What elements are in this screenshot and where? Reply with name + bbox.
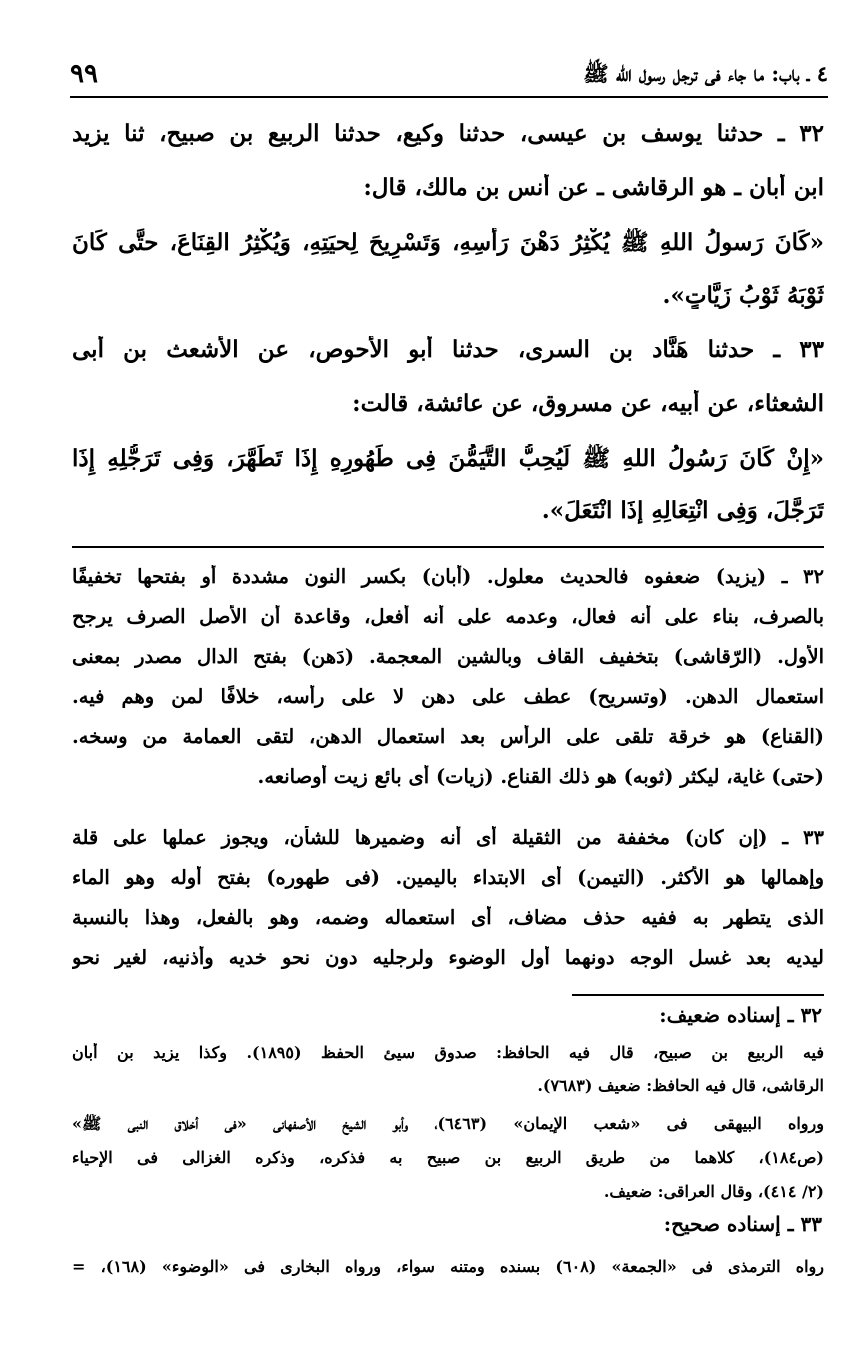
page-number: ٩٩: [70, 59, 98, 89]
commentary-line: وإهمالها هو الأكثر. (التيمن) أى الابتداء باليمين. (فى طهوره) بفتح أوله وهو الماء: [72, 866, 824, 889]
page-header: [70, 55, 828, 93]
commentary-line: ٣٣ ـ (إن كان) مخففة من الثقيلة أى أنه وضميرها للشأن، ويجوز عملها على قلة: [72, 826, 824, 849]
hadith-line: الشعثاء، عن أبيه، عن مسروق، عن عائشة، قالت:: [352, 390, 824, 417]
hadith-line: ابن أبان ـ هو الرقاشى ـ عن أنس بن مالك، قال:: [363, 174, 824, 201]
footnote-heading-33: ٣٣ ـ إسناده صحيح:: [663, 1212, 822, 1236]
chapter-title: ٤ ـ باب: ما جاء فى ترجل رسول الله ﷺ: [583, 61, 828, 86]
footnote-line: ورواه البيهقى فى «شعب الإيمان» (٦٤٦٣)، وأبو الشيخ الأصفهانى «فى أخلاق النبى ﷺ»: [72, 1114, 824, 1133]
footnote-line: رواه الترمذى فى «الجمعة» (٦٠٨) بسنده ومتنه سواء، ورواه البخارى فى «الوضوء» (١٦٨)، =: [72, 1257, 824, 1276]
hadith-line: ٣٣ ـ حدثنا هَنَّاد بن السرى، حدثنا أبو الأحوص، عن الأشعث بن أبى: [72, 336, 824, 363]
commentary-line: استعمال الدهن. (وتسريح) عطف على دهن لا على رأسه، خلافًا لمن وهم فيه.: [72, 685, 824, 708]
commentary-line: الذى يتطهر به ففيه حذف مضاف، أى استعماله وضمه، وهو بالفعل، وهذا بالنسبة: [72, 906, 824, 929]
commentary-line: الأول. (الرّقاشى) بتخفيف القاف وبالشين المعجمة. (دَهن) بفتح الدال مصدر بمعنى: [72, 645, 824, 668]
hadith-line: تَرَجَّلَ، وَفِى انْتِعَالِهِ إِذَا انْتَعَلَ».: [541, 497, 824, 524]
footnote-line: (ص١٨٤)، كلاهما من طريق الربيع بن صبيح به فذكره، وذكره الغزالى فى الإحياء: [72, 1148, 824, 1167]
hadith-line: «كَانَ رَسولُ اللهِ ﷺ يُكْثِرُ دَهْنَ رَأسِهِ، وَتَسْرِيحَ لِحيَتِهِ، وَيُكْثِرُ القِنَاعَ، حتَّى كَانَ: [72, 229, 824, 256]
section-divider: [72, 546, 824, 548]
commentary-line: (القناع) هو خرقة تلقى على الرأس بعد استعمال الدهن، لتقى العمامة من وسخه.: [72, 725, 824, 748]
commentary-line: ٣٢ ـ (يزيد) ضعفوه فالحديث معلول. (أبان) بكسر النون مشددة أو بفتحها تخفيفًا: [72, 565, 824, 588]
hadith-line: ثَوْبَهُ ثَوْبُ زَيَّاتٍ».: [662, 282, 824, 309]
commentary-line: (حتى) غاية، ليكثر (ثوبه) هو ذلك القناع. (زيات) أى بائع زيت أوصانعه.: [257, 765, 824, 788]
hadith-line: ٣٢ ـ حدثنا يوسف بن عيسى، حدثنا وكيع، حدثنا الربيع بن صبيح، ثنا يزيد: [72, 120, 824, 147]
footnote-divider: [572, 994, 824, 996]
footnote-heading-32: ٣٢ ـ إسناده ضعيف:: [659, 1003, 822, 1027]
commentary-line: ليديه بعد غسل الوجه دونهما أول الوضوء ولرجليه دون نحو خديه وأذنيه، لغير نحو: [72, 946, 824, 969]
commentary-line: بالصرف، بناء على أنه فعال، وعدمه على أنه أفعل، وقاعدة أن الأصل الصرف يرجح: [72, 605, 824, 628]
footnote-line: (٢/ ٤١٤)، وقال العراقى: ضعيف.: [603, 1182, 824, 1201]
hadith-line: «إِنْ كَانَ رَسُولُ اللهِ ﷺ لَيُحِبُّ التَّيَمُّنَ فِى طَهُورِهِ إِذَا تَطَهَّرَ، وَفِى تَرَجُّلِهِ إِذَا: [72, 445, 824, 472]
footnote-line: الرقاشى، قال فيه الحافظ: ضعيف (٧٦٨٣).: [537, 1076, 824, 1095]
header-rule: [70, 96, 828, 98]
footnote-line: فيه الربيع بن صبيح، قال فيه الحافظ: صدوق سيئ الحفظ (١٨٩٥). وكذا يزيد بن أبان: [72, 1043, 824, 1062]
